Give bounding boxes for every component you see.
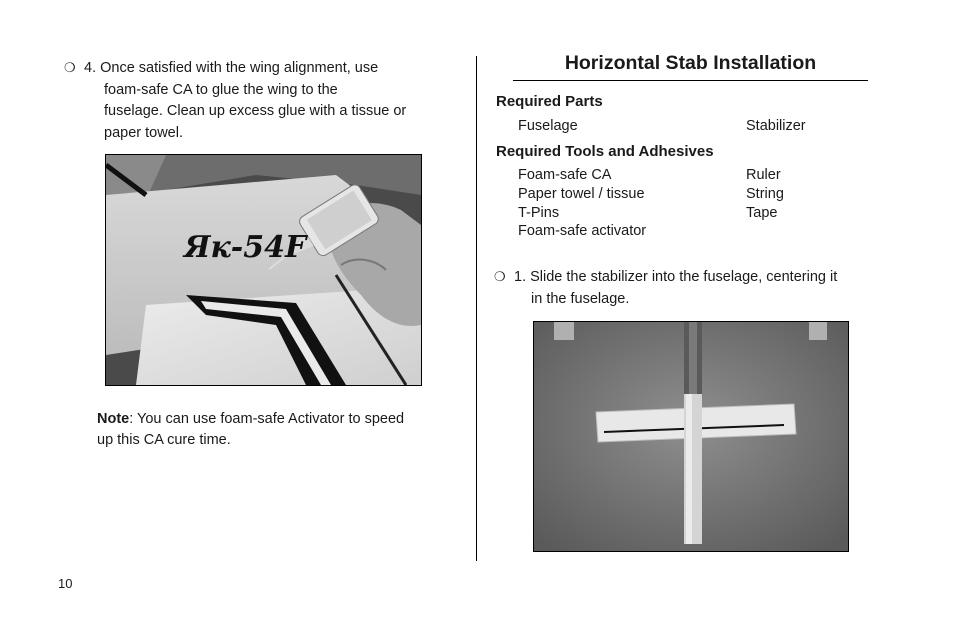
part-item: Fuselage — [518, 118, 578, 134]
stabilizer-photo — [533, 321, 849, 552]
step-1-line-1: 1. Slide the stabilizer into the fuselage, centering it — [514, 269, 838, 285]
tool-item: Paper towel / tissue — [518, 186, 645, 202]
tools-heading: Required Tools and Adhesives — [496, 143, 714, 160]
checkbox-bullet-icon: ❍ — [494, 269, 506, 284]
tool-item: Ruler — [746, 167, 781, 183]
note-text-2: up this CA cure time. — [97, 432, 231, 448]
column-divider — [476, 56, 477, 561]
step-4 — [64, 57, 434, 144]
step-1 — [494, 266, 864, 310]
note-label: Note — [97, 411, 130, 427]
step-4-line-1: 4. Once satisfied with the wing alignment, use — [84, 60, 379, 76]
checkbox-bullet-icon: ❍ — [64, 60, 76, 75]
tool-item: Foam-safe activator — [518, 223, 647, 239]
step-4-line-3: fuselage. Clean up excess glue with a tissue or — [104, 103, 407, 119]
tool-item: String — [746, 186, 784, 202]
required-parts-heading: Required Parts — [496, 93, 603, 110]
wing-gluing-illustration — [106, 155, 421, 385]
step-1-line-2: in the fuselage. — [531, 290, 630, 307]
tool-item: Tape — [746, 205, 778, 221]
left-column — [64, 57, 434, 144]
note-paragraph — [97, 409, 427, 451]
tool-item: T-Pins — [518, 205, 560, 221]
tool-item: Foam-safe CA — [518, 167, 612, 183]
page-number: 10 — [58, 576, 73, 591]
note-text: : You can use foam-safe Activator to speed — [129, 411, 405, 427]
wing-gluing-photo — [105, 154, 422, 386]
aircraft-marking-text: Як-54F — [184, 230, 307, 265]
step-4-line-4: paper towel. — [104, 124, 183, 141]
part-item: Stabilizer — [746, 118, 806, 134]
step-4-line-2: foam-safe CA to glue the wing to the — [104, 81, 338, 98]
section-heading: Horizontal Stab Installation — [513, 52, 868, 81]
stabilizer-illustration — [534, 322, 848, 551]
